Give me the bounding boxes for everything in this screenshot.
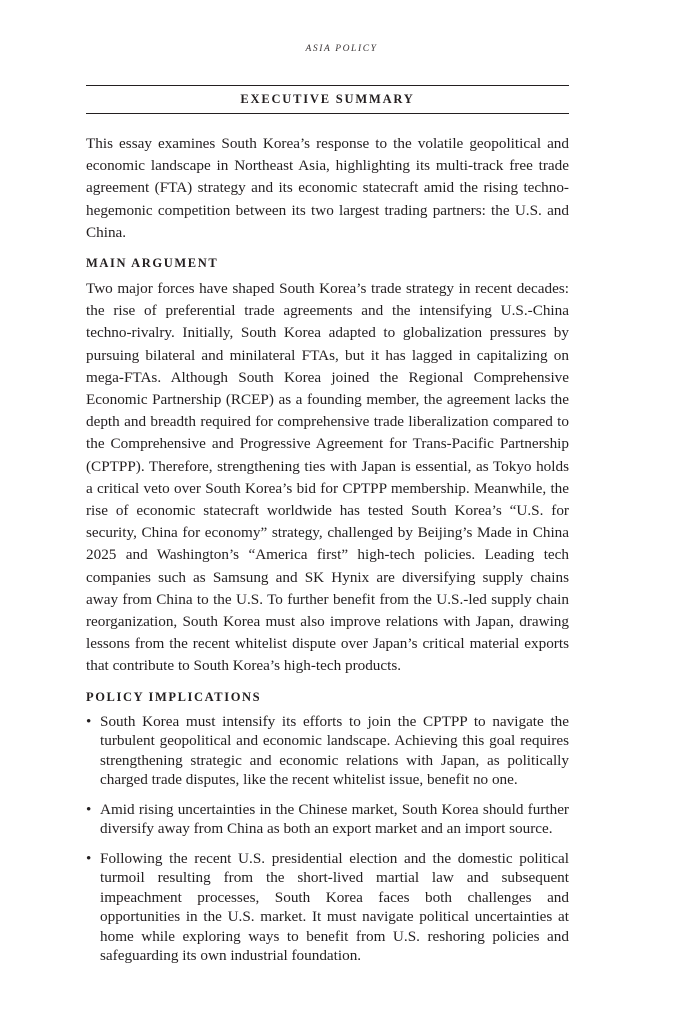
intro-paragraph: This essay examines South Korea’s response to the volatile geopolitical and economic landscape in Northeast Asia, highlighting its multi-track free trade agreement (FTA) strategy and its economic statecraft amid the rising techno-hegemonic competition between its two largest trading partners: the U.S. and China. xyxy=(86,135,569,241)
running-head: ASIA POLICY xyxy=(305,44,378,54)
list-item-text: Amid rising uncertainties in the Chinese market, South Korea should further diversify away from China as both an export market and an import source. xyxy=(100,800,569,838)
bullet-icon: • xyxy=(86,849,92,867)
list-item xyxy=(86,712,569,790)
summary-body xyxy=(86,133,569,976)
list-item-text: Following the recent U.S. presidential election and the domestic political turmoil resulting from the short-lived martial law and subsequent impeachment processes, South Korea faces both challenges and opportunities in the U.S. market. It must navigate political uncertainties at home while exploring ways to benefit from U.S. reshoring policies and safeguarding its own industrial foundation. xyxy=(100,849,569,965)
list-item xyxy=(86,849,569,966)
main-argument-paragraph: Two major forces have shaped South Korea’s trade strategy in recent decades: the rise of preferential trade agreements and the intensifying U.S.-China techno-rivalry. Initially, South Korea adapted to globalization pressures by pursuing bilateral and minilateral FTAs, but it has lagged in capitalizing on mega-FTAs. Although South Korea joined the Regional Comprehensive Economic Partnership (RCEP) as a founding member, the agreement lacks the depth and breadth required for comprehensive trade liberalization compared to the Comprehensive and Progressive Agreement for Trans-Pacific Partnership (CPTPP). Therefore, strengthening ties with Japan is essential, as Tokyo holds a critical veto over South Korea’s bid for CPTPP membership. Meanwhile, the rise of economic statecraft worldwide has tested South Korea’s “U.S. for security, China for economy” strategy, challenged by Beijing’s Made in China 2025 and Washington’s “America first” high-tech policies. Leading tech companies such as Samsung and SK Hynix are diversifying supply chains away from China to the U.S. To further benefit from the U.S.-led supply chain reorganization, South Korea must also improve relations with Japan, drawing lessons from the recent whitelist dispute over Japan’s critical material exports that contribute to South Korea’s high-tech products. xyxy=(86,280,569,675)
list-item-text: South Korea must intensify its efforts to join the CPTPP to navigate the turbulent geopolitical and economic landscape. Achieving this goal requires strengthening strategic and economic relations with Japan, as politically charged trade disputes, like the recent whitelist issue, benefit no one. xyxy=(100,712,569,789)
policy-implications-list xyxy=(86,712,569,966)
main-argument-heading: MAIN ARGUMENT xyxy=(86,256,219,271)
bullet-icon: • xyxy=(86,712,92,730)
policy-implications-heading: POLICY IMPLICATIONS xyxy=(86,689,262,704)
section-title: EXECUTIVE SUMMARY xyxy=(86,85,569,114)
list-item xyxy=(86,800,569,839)
bullet-icon: • xyxy=(86,800,92,818)
